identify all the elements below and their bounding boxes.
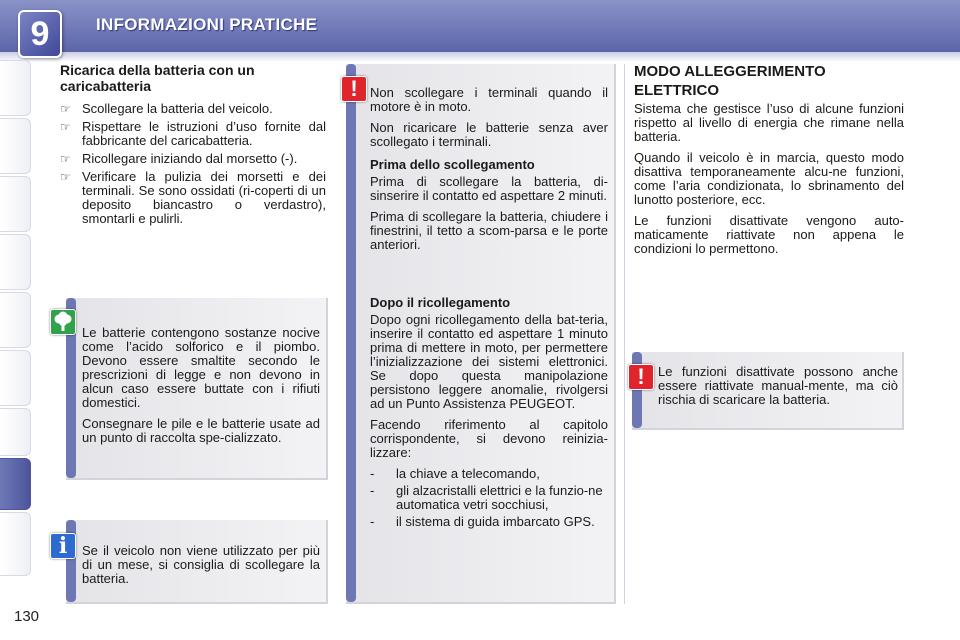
before-disconnection-section: Prima dello scollegamento Prima di scollegare la batteria, di-sinserire il contatto ed aspettare 2 minuti. Prima di scollegare la batteria, chiudere i finestrini, il tetto a scom-parsa e le porte anteriori.: [370, 157, 608, 252]
bullet-item: ☞ Ricollegare iniziando dal morsetto (-).: [60, 151, 298, 166]
page-title: INFORMAZIONI PRATICHE: [96, 15, 318, 34]
hand-pointer-icon: ☞: [60, 102, 71, 116]
right-paragraphs: Sistema che gestisce l’uso di alcune funzioni rispetto al livello di energia che rimane nella batteria. Quando il veicolo è in marcia, questo modo disattiva temporaneamente alcu-ne funzioni, come l’aria condizionata, lo sbrinamento del lunotto posteriore, ecc. Le funzioni disattivate vengono auto-maticamente riattivate non appena le condizioni lo permettono.: [634, 101, 904, 256]
bullet-item: ☞ Verificare la pulizia dei morsetti e dei terminali. Se sono ossidati (ri-coperti di un deposito biancastro o verdastro), smontarli e pulirli.: [60, 169, 326, 226]
section-heading: MODO ALLEGGERIMENTO ELETTRICO: [634, 63, 826, 99]
bullet-item: ☞ Rispettare le istruzioni d’uso fornite dal fabbricante del caricabatteria.: [60, 119, 326, 148]
after-reconnection-section: Dopo il ricollegamento Dopo ogni ricollegamento della bat-teria, inserire il contatto ed aspettare 1 minuto prima di mettere in moto, per permettere l’inizializzazione dei sistemi elettronici. Se dopo questa manipolazione persistono leggere anomalie, rivolgersi ad un Punto Assistenza PEUGEOT. Facendo riferimento al capitolo corrispondente, si devono reinizia-lizzare: - la chiave a telecomando, - gli alzacristalli elettrici e la funzio-ne automatica vetri socchiusi, - il sistema di guida imbarcato GPS.: [370, 295, 608, 529]
list-item: - gli alzacristalli elettrici e la funzio-ne automatica vetri socchiusi,: [370, 483, 603, 512]
side-tab-4[interactable]: [0, 234, 31, 290]
side-tab-7[interactable]: [0, 408, 31, 456]
side-tab-9[interactable]: [0, 512, 31, 576]
reinit-list: [370, 467, 608, 529]
battery-warning-box: [346, 64, 616, 604]
section-heading: Ricarica della batteria con un caricabatteria: [60, 62, 255, 94]
hand-pointer-icon: ☞: [60, 120, 71, 134]
warning-intro: Non scollegare i terminali quando il motore è in moto. Non ricaricare le batterie senza aver scollegato i terminali.: [370, 85, 608, 149]
reactivation-warning-text: Le funzioni disattivate possono anche essere riattivate manual-mente, ma ciò rischia di scaricare la batteria.: [658, 364, 898, 407]
hand-pointer-icon: ☞: [60, 170, 71, 184]
hand-pointer-icon: ☞: [60, 152, 71, 166]
info-icon: i: [50, 533, 76, 559]
environment-note-text: Le batterie contengono sostanze nocive come l’acido solforico e il piombo. Devono essere smaltite secondo le prescrizioni di legge e non devono in alcun caso essere buttate con i rifiuti domestici. Consegnare le pile e le batterie usate ad un punto di raccolta spe-cializzato.: [82, 325, 320, 445]
bullet-item: ☞ Scollegare la batteria del veicolo.: [60, 101, 273, 116]
reactivation-warning-box: [632, 352, 904, 430]
info-note-box: [66, 520, 328, 604]
side-tab-1[interactable]: [0, 60, 31, 116]
side-tab-2[interactable]: [0, 118, 31, 174]
chapter-badge: 9: [18, 10, 62, 58]
side-tab-3[interactable]: [0, 176, 31, 232]
side-tab-6[interactable]: [0, 350, 31, 406]
environment-note-box: [66, 298, 328, 480]
header-fade: [0, 52, 960, 62]
side-tab-5[interactable]: [0, 292, 31, 348]
box-accent-bar: [346, 64, 356, 602]
tree-icon: [50, 309, 76, 335]
column-divider: [624, 64, 625, 604]
left-bullets: [60, 102, 326, 230]
list-item: - la chiave a telecomando,: [370, 466, 540, 481]
subsection-title: Prima dello scollegamento: [370, 157, 535, 172]
warning-icon: !: [628, 364, 654, 390]
list-item: - il sistema di guida imbarcato GPS.: [370, 514, 595, 529]
info-note-text: Se il veicolo non viene utilizzato per più di un mese, si consiglia di scollegare la batteria.: [82, 543, 320, 586]
page-number: 130: [14, 608, 40, 625]
side-tab-8-active[interactable]: [0, 458, 31, 510]
subsection-title: Dopo il ricollegamento: [370, 295, 511, 310]
warning-icon: !: [341, 76, 367, 102]
